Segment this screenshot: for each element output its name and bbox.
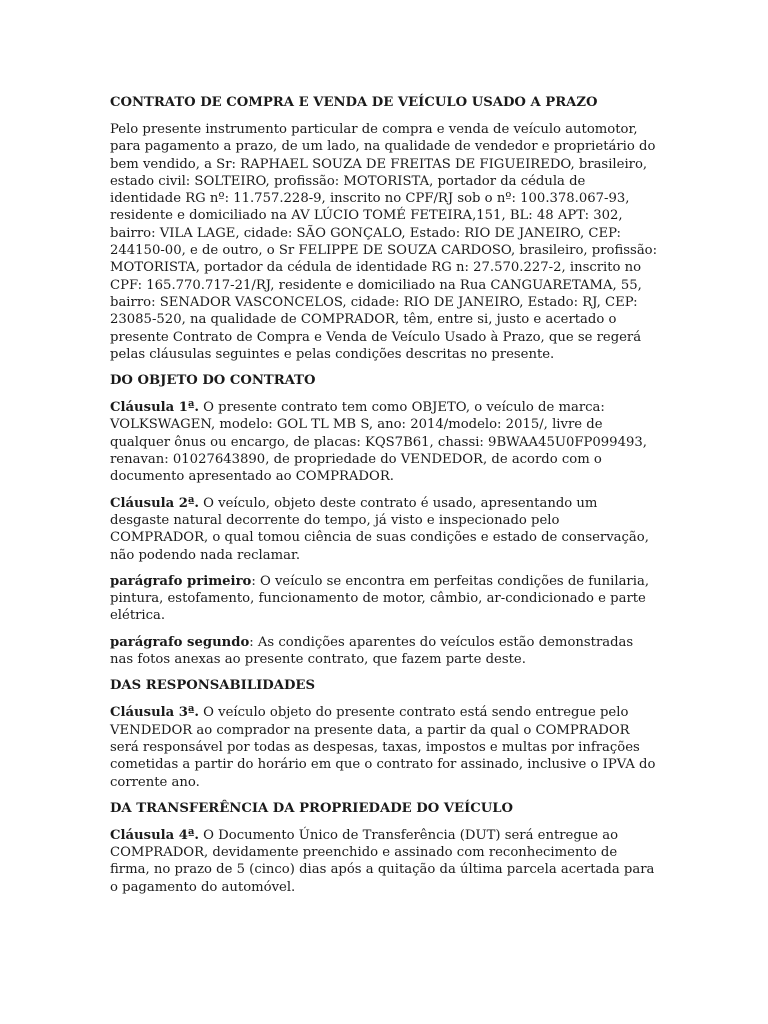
- clause-4: [110, 827, 658, 896]
- clause-4-label: Cláusula 4ª.: [110, 827, 199, 843]
- paragraph-second: [110, 634, 658, 669]
- clause-2-text: O veículo, objeto deste contrato é usado, apresentando um desgaste natural decorrente do tempo, já visto e inspecionado pelo COMPRADOR, o qual tomou ciência de suas condições e estado de conservação, não podendo nada reclamar.: [110, 495, 649, 563]
- clause-3-text: O veículo objeto do presente contrato está sendo entregue pelo VENDEDOR ao comprador na presente data, a partir da qual o COMPRADOR será responsável por todas as despesas, taxas, impostos e multas por infrações cometidas a partir do horário em que o contrato for assinado, inclusive o IPVA do corrente ano.: [110, 705, 656, 790]
- clause-3: [110, 704, 658, 790]
- section-heading-transferencia: DA TRANSFERÊNCIA DA PROPRIEDADE DO VEÍCULO: [110, 800, 513, 816]
- clause-1: [110, 399, 658, 485]
- document-title: CONTRATO DE COMPRA E VENDA DE VEÍCULO USADO A PRAZO: [110, 95, 598, 110]
- clause-1-label: Cláusula 1ª.: [110, 400, 199, 416]
- clause-2: [110, 495, 658, 564]
- clause-3-label: Cláusula 3ª.: [110, 705, 199, 721]
- document-page: [110, 94, 658, 905]
- intro-paragraph: Pelo presente instrumento particular de compra e venda de veículo automotor, para pagamento a prazo, de um lado, na qualidade de vendedor e proprietário do bem vendido, a Sr: RAPHAEL SOUZA DE FREITAS DE FIGUEIREDO, brasileiro, estado civil: SOLTEIRO, profissão: MOTORISTA, portador da cédula de identidade RG nº: 11.757.228-9, inscrito no CPF/RJ sob o nº: 100.378.067-93, residente e domiciliado na AV LÚCIO TOMÉ FETEIRA,151, BL: 48 APT: 302, bairro: VILA LAGE, cidade: SÃO GONÇALO, Estado: RIO DE JANEIRO, CEP: 244150-00, e de outro, o Sr FELIPPE DE SOUZA CARDOSO, brasileiro, profissão: MOTORISTA, portador da cédula de identidade RG n: 27.570.227-2, inscrito no CPF: 165.770.717-21/RJ, residente e domiciliado na Rua CANGUARETAMA, 55, bairro: SENADOR VASCONCELOS, cidade: RIO DE JANEIRO, Estado: RJ, CEP: 23085-520, na qualidade de COMPRADOR, têm, entre si, justo e acertado o presente Contrato de Compra e Venda de Veículo Usado à Prazo, que se regerá pelas cláusulas seguintes e pelas condições descritas no presente.: [110, 122, 658, 362]
- paragraph-first-label: parágrafo primeiro: [110, 573, 252, 589]
- section-heading-responsabilidades: DAS RESPONSABILIDADES: [110, 678, 315, 694]
- section-heading-objeto: DO OBJETO DO CONTRATO: [110, 373, 316, 389]
- paragraph-second-label: parágrafo segundo: [110, 634, 250, 650]
- paragraph-second-text: : As condições aparentes do veículos estão demonstradas nas fotos anexas ao presente contrato, que fazem parte deste.: [110, 634, 634, 668]
- clause-2-label: Cláusula 2ª.: [110, 495, 199, 511]
- clause-4-text: O Documento Único de Transferência (DUT) será entregue ao COMPRADOR, devidamente preenchido e assinado com reconhecimento de firma, no prazo de 5 (cinco) dias após a quitação da última parcela acertada para o pagamento do automóvel.: [110, 827, 655, 895]
- paragraph-first: [110, 573, 658, 625]
- paragraph-first-text: : O veículo se encontra em perfeitas condições de funilaria, pintura, estofamento, funcionamento de motor, câmbio, ar-condicionado e parte elétrica.: [110, 573, 650, 624]
- clause-1-text: O presente contrato tem como OBJETO, o veículo de marca: VOLKSWAGEN, modelo: GOL TL MB S, ano: 2014/modelo: 2015/, livre de qualquer ônus ou encargo, de placas: KQS7B61, chassi: 9BWAA45U0FP099493, renavan: 01027643890, de propriedade do VENDEDOR, de acordo com o documento apresentado ao COMPRADOR.: [110, 400, 647, 485]
